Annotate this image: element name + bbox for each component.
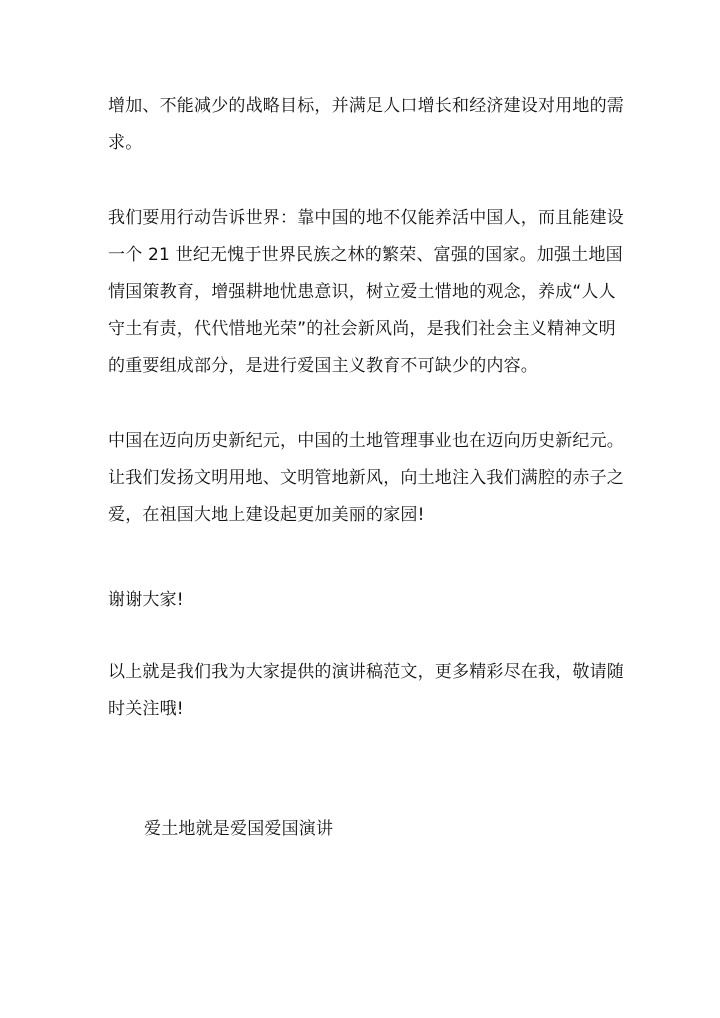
paragraph-3: [108, 423, 628, 534]
paragraph-thanks: [108, 582, 628, 619]
text-line: 谢谢大家!: [108, 590, 184, 610]
text-line: 一个 21 世纪无愧于世界民族之林的繁荣、富强的国家。加强土地国: [108, 245, 623, 265]
text-line: 时关注哦!: [108, 699, 184, 719]
text-line: 让我们发扬文明用地、文明管地新风，向土地注入我们满腔的赤子之: [108, 468, 624, 488]
text-line: 增加、不能减少的战略目标，并满足人口增长和经济建设对用地的需: [108, 96, 624, 116]
text-line: 爱，在祖国大地上建设起更加美丽的家园!: [108, 505, 425, 525]
text-line: 求。: [108, 133, 143, 153]
text-line: 情国策教育，增强耕地忧患意识，树立爱土惜地的观念，养成“人人: [108, 282, 616, 302]
text-line: 中国在迈向历史新纪元，中国的土地管理事业也在迈向历史新纪元。: [108, 431, 624, 451]
next-document-title: 爱土地就是爱国爱国演讲: [144, 819, 334, 839]
text-line: 以上就是我们我为大家提供的演讲稿范文，更多精彩尽在我，敬请随: [108, 662, 624, 682]
paragraph-2: [108, 200, 628, 385]
text-line: 我们要用行动告诉世界：靠中国的地不仅能养活中国人，而且能建设: [108, 208, 624, 228]
text-line: 的重要组成部分，是进行爱国主义教育不可缺少的内容。: [108, 356, 538, 376]
paragraph-1: [108, 88, 628, 162]
paragraph-closing: [108, 654, 628, 728]
text-line: 守土有责，代代惜地光荣”的社会新风尚，是我们社会主义精神文明: [108, 319, 616, 339]
